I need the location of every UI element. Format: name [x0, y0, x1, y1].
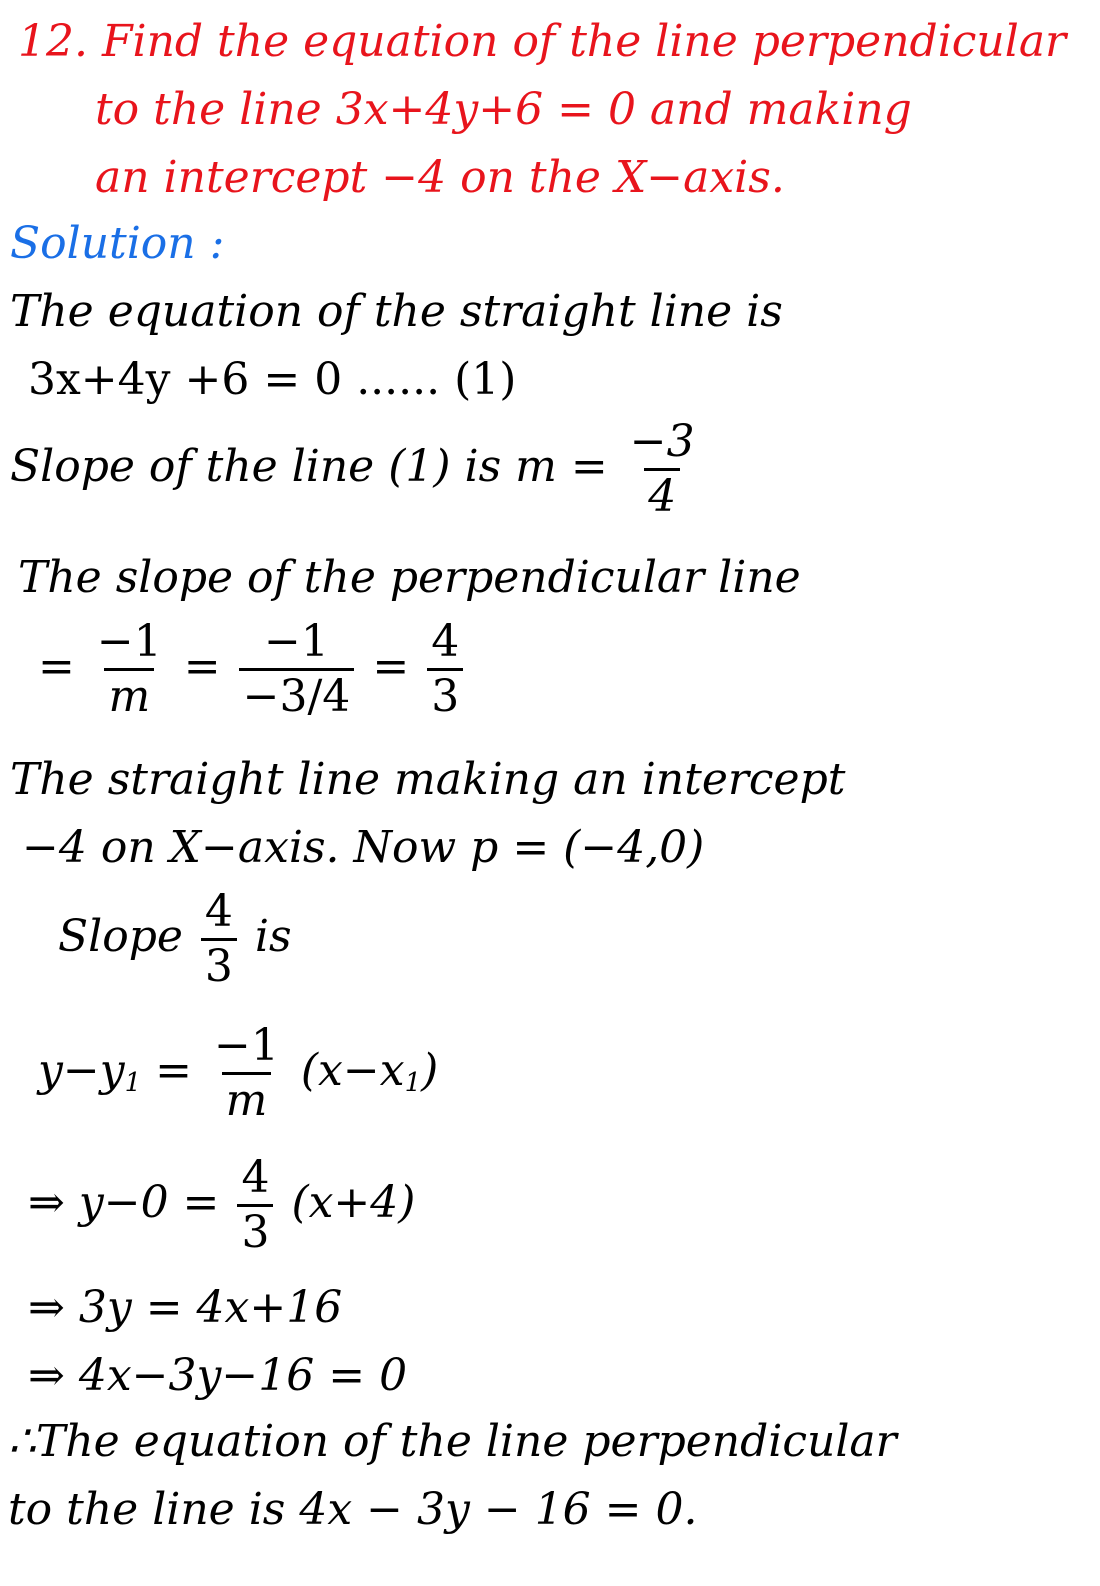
slope-fraction: [201, 886, 237, 992]
equals-sign: =: [372, 641, 410, 692]
closing-paren: ): [421, 1045, 439, 1096]
step-slope-line: [10, 416, 703, 522]
solution-label: Solution :: [10, 218, 225, 269]
step-line-12: ⇒ 4x−3y−16 = 0: [28, 1350, 408, 1401]
substituted-equation: [28, 1152, 416, 1258]
slope-word: Slope: [58, 911, 183, 962]
step-line-7: −4 on X−axis. Now p = (−4,0): [22, 822, 705, 873]
fraction-denominator: m: [104, 668, 154, 719]
conclusion-line-1: ∴The equation of the line perpendicular: [8, 1416, 897, 1467]
fraction-numerator: 4: [431, 616, 460, 667]
equals-sign: =: [183, 641, 221, 692]
fraction-denominator: 3: [201, 938, 237, 989]
slope-denominator: 4: [644, 468, 680, 519]
point-slope-formula: [38, 1020, 439, 1126]
equals-sign: =: [155, 1045, 193, 1096]
perpendicular-slope-equation: [38, 616, 467, 722]
subscript: 1: [404, 1068, 422, 1098]
equation-lhs: ⇒ y−0 =: [28, 1177, 220, 1228]
fraction-4-over-3: [237, 1152, 273, 1258]
slope-four-thirds-line: [58, 886, 292, 992]
subscript: 1: [124, 1068, 142, 1098]
fraction-numerator: −1: [214, 1020, 279, 1071]
fraction-denominator: 3: [427, 668, 463, 719]
formula-rhs: (x−x: [300, 1045, 405, 1096]
fraction-neg1-over-m: [210, 1020, 283, 1126]
fraction-neg1-over-neg3-4: [239, 616, 355, 722]
fraction-denominator: m: [222, 1072, 272, 1123]
slope-numerator: −3: [629, 416, 695, 467]
step-line-1: The equation of the straight line is: [10, 286, 783, 337]
equals-sign: =: [38, 641, 75, 692]
step-line-4: The slope of the perpendicular line: [18, 552, 801, 603]
slope-text: Slope of the line (1) is m =: [10, 441, 608, 492]
fraction-numerator: 4: [241, 1152, 270, 1203]
equation-rhs: (x+4): [291, 1177, 416, 1228]
formula-lhs: y−y: [38, 1045, 125, 1096]
conclusion-line-2: to the line is 4x − 3y − 16 = 0.: [8, 1484, 698, 1535]
slope-fraction: [626, 416, 699, 522]
fraction-4-over-3: [427, 616, 463, 722]
question-line-1: 12. Find the equation of the line perpendicular: [18, 16, 1067, 67]
fraction-numerator: 4: [204, 886, 233, 937]
is-word: is: [254, 911, 292, 962]
fraction-numerator: −1: [96, 616, 162, 667]
step-line-11: ⇒ 3y = 4x+16: [28, 1282, 343, 1333]
fraction-numerator: −1: [264, 616, 329, 667]
step-line-6: The straight line making an intercept: [10, 754, 846, 805]
question-line-2: to the line 3x+4y+6 = 0 and making: [95, 84, 912, 135]
fraction-denominator: 3: [237, 1204, 273, 1255]
question-line-3: an intercept −4 on the X−axis.: [95, 152, 785, 203]
step-line-2: 3x+4y +6 = 0 ...... (1): [28, 354, 517, 405]
fraction-neg1-over-m: [93, 616, 166, 722]
fraction-denominator: −3/4: [239, 668, 355, 719]
